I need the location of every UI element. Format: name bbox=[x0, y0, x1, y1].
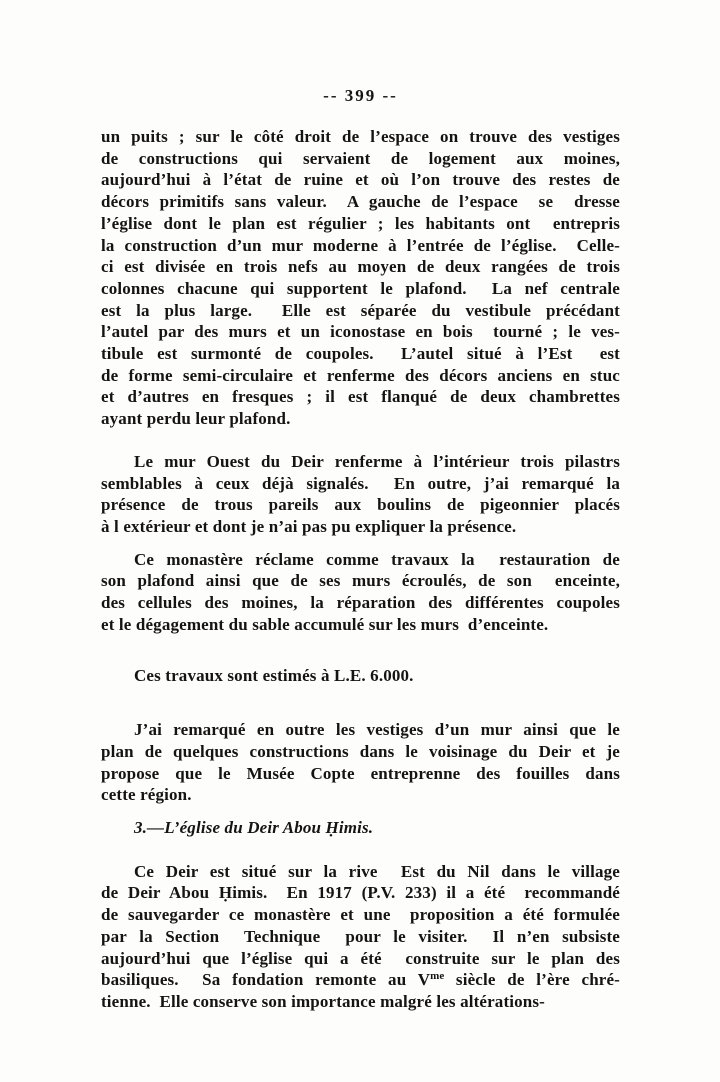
text-line: des cellules des moines, la réparation des différentes coupoles bbox=[101, 593, 620, 613]
text-line: plan de quelques constructions dans le voisinage du Deir et je bbox=[101, 741, 620, 761]
text-line: de constructions qui servaient de logement aux moines, bbox=[101, 148, 620, 168]
superscript: me bbox=[430, 970, 445, 983]
text-line: ayant perdu leur plafond. bbox=[101, 409, 291, 429]
text-column bbox=[101, 86, 620, 1013]
text-line: 3.—L’église du Deir Abou Ḥimis. bbox=[134, 817, 374, 837]
section-heading bbox=[101, 817, 620, 839]
text-line: est la plus large. Elle est séparée du vestibule précédant bbox=[101, 300, 620, 320]
text-line: par la Section Technique pour le visiter. Il n’en subsiste bbox=[101, 926, 620, 946]
text-line: Ce monastère réclame comme travaux la restauration de bbox=[134, 549, 620, 569]
text-line: un puits ; sur le côté droit de l’espace on trouve des vestiges bbox=[101, 127, 620, 146]
text-line: de forme semi-circulaire et renferme des décors anciens en stuc bbox=[101, 365, 620, 385]
text-line: l’autel par des murs et un iconostase en bois tourné ; le ves- bbox=[101, 322, 620, 342]
text-line: aujourd’hui à l’état de ruine et où l’on trouve des restes de bbox=[101, 170, 620, 190]
text-line: l’église dont le plan est régulier ; les habitants ont entrepris bbox=[101, 213, 620, 233]
text-line: J’ai remarqué en outre les vestiges d’un mur ainsi que le bbox=[134, 720, 620, 740]
paragraph bbox=[101, 861, 620, 1013]
text-line: aujourd’hui que l’église qui a été construite sur le plan des bbox=[101, 948, 620, 968]
text-line: à l extérieur et dont je n’ai pas pu expliquer la présence. bbox=[101, 516, 517, 536]
text-line: de Deir Abou Ḥimis. En 1917 (P.V. 233) il a été recommandé bbox=[101, 883, 620, 903]
text-line: basiliques. Sa fondation remonte au $V^{me}$ siècle de l’ère chré- bbox=[101, 970, 620, 990]
text-line: propose que le Musée Copte entreprenne des fouilles dans bbox=[101, 763, 620, 783]
text-line: tienne. Elle conserve son importance malgré les altérations- bbox=[101, 991, 545, 1011]
text-line: semblables à ceux déjà signalés. En outre, j’ai remarqué la bbox=[101, 473, 620, 493]
page-number: -- 399 -- bbox=[323, 86, 398, 105]
text-line: colonnes chacune qui supportent le plafond. La nef centrale bbox=[101, 278, 620, 298]
text-line: et le dégagement du sable accumulé sur les murs d’enceinte. bbox=[101, 614, 549, 634]
text-line: présence de trous pareils aux boulins de pigeonnier placés bbox=[101, 495, 620, 515]
paragraph bbox=[101, 126, 620, 430]
text-line: tibule est surmonté de coupoles. L’autel situé à l’Est est bbox=[101, 344, 620, 364]
text-line: décors primitifs sans valeur. A gauche de l’espace se dresse bbox=[101, 192, 620, 212]
text-line: son plafond ainsi que de ses murs écroulés, de son enceinte, bbox=[101, 571, 620, 591]
text-line: cette région. bbox=[101, 785, 192, 805]
paragraph bbox=[101, 719, 620, 806]
paragraph bbox=[101, 665, 620, 687]
text-line: de sauvegarder ce monastère et une proposition a été formulée bbox=[101, 905, 620, 925]
text-line: Ce Deir est situé sur la rive Est du Nil dans le village bbox=[134, 861, 620, 881]
paragraph bbox=[101, 451, 620, 538]
text-line: Ces travaux sont estimés à L.E. 6.000. bbox=[134, 666, 414, 686]
text-line: ci est divisée en trois nefs au moyen de deux rangées de trois bbox=[101, 257, 620, 277]
text-line: Le mur Ouest du Deir renferme à l’intérieur trois pilastrs bbox=[134, 451, 620, 471]
text-line: et d’autres en fresques ; il est flanqué de deux chambrettes bbox=[101, 387, 620, 407]
text-line: la construction d’un mur moderne à l’entrée de l’église. Celle- bbox=[101, 235, 620, 255]
paragraph bbox=[101, 549, 620, 636]
